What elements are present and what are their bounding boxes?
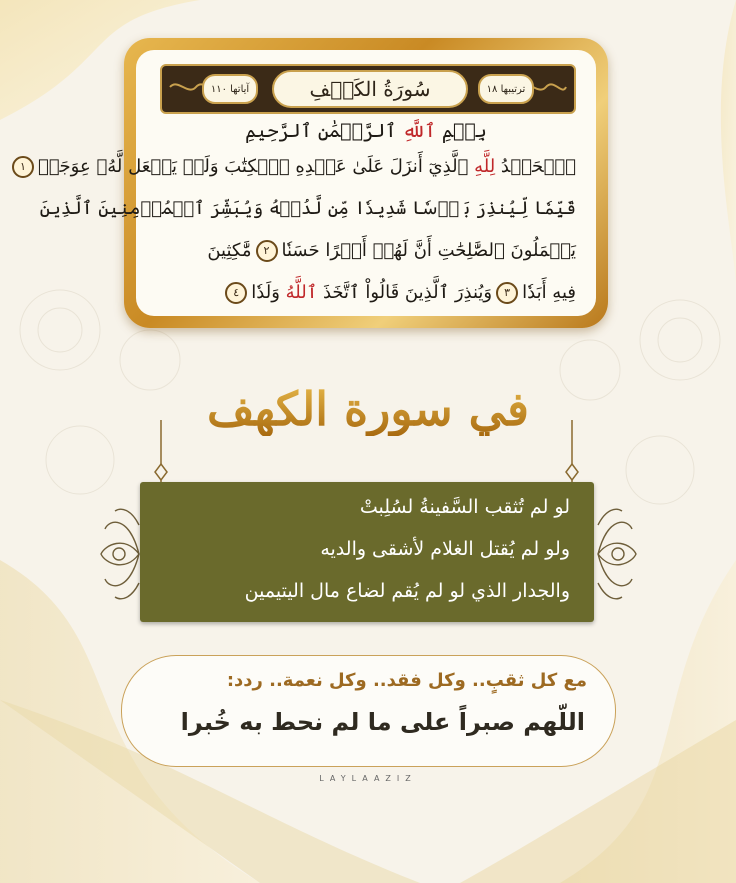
story-line-1: لو لم تُثقب السَّفينةُ لسُلِبتْ [359, 496, 570, 518]
verse-number-marker: ١ [12, 156, 34, 178]
verse-line-3 [156, 240, 576, 262]
side-ornament-right [598, 495, 642, 613]
story-line-3: والجدار الذي لو لم يُقم لضاع مال اليتيمين [244, 580, 570, 602]
basmala-part: ٱلرَّحۡمَٰنِ ٱلرَّحِيمِ [245, 120, 403, 142]
verse-text: وَلَدٗا [251, 282, 286, 303]
dua-prayer: اللّهم صبراً على ما لم نحط به خُبرا [180, 708, 585, 736]
surah-order-badge: ترتيبها ١٨ [478, 74, 534, 104]
verse-text: فِيهِ أَبَدٗا [522, 282, 576, 303]
verse-line-4 [156, 282, 576, 304]
verse-text: ٱلۡحَمۡدُ [495, 156, 576, 177]
dua-intro: مع كل ثقبٍ.. وكل فقد.. وكل نعمة.. ردد: [226, 670, 587, 691]
basmala-allah: ٱللَّهِ [402, 120, 436, 142]
verse-allah: لِلَّهِ [474, 156, 496, 177]
verse-text: مَّٰكِثِينَ [207, 240, 252, 261]
verse-line-1 [19, 156, 576, 178]
quran-page [19, 50, 596, 316]
verse-number-marker: ٣ [496, 282, 518, 304]
hanging-ornament-right [560, 420, 584, 490]
story-line-2: ولو لم يُقتل الغلام لأشقى والديه [320, 538, 570, 560]
dua-box [121, 655, 616, 767]
verse-text: يَعۡمَلُونَ ٱلصَّٰلِحَٰتِ أَنَّ لَهُمۡ أَجۡرًا حَسَنٗا [281, 240, 576, 261]
verse-text: وَيُنذِرَ ٱلَّذِينَ قَالُواْ ٱتَّخَذَ [317, 282, 493, 303]
surah-banner [160, 64, 576, 114]
ayah-count-badge: آياتها ١١٠ [202, 74, 258, 104]
hanging-ornament-left [149, 420, 173, 490]
verse-text: ٱلَّذِيٓ أَنزَلَ عَلَىٰ عَبۡدِهِ ٱلۡكِتَٰبَ وَلَمۡ يَجۡعَل لَّهُۥ عِوَجَاۜ [37, 156, 475, 177]
basmala [136, 120, 596, 142]
verse-allah: ٱللَّهُ [285, 282, 318, 303]
author-signature: LAYLAAZIZ [319, 774, 417, 783]
verse-text: قَيِّمٗا لِّيُنذِرَ بَأۡسٗا شَدِيدٗا مِّن لَّدُنۡهُ وَيُبَشِّرَ ٱلۡمُؤۡمِنِينَ ٱلَّذِينَ [39, 198, 576, 219]
headline-title: في سورة الكهف [0, 382, 736, 436]
verse-number-marker: ٤ [225, 282, 247, 304]
verse-number-marker: ٢ [256, 240, 278, 262]
verse-line-2 [39, 198, 576, 219]
side-ornament-left [95, 495, 139, 613]
story-lines-box [140, 482, 594, 622]
surah-title: سُورَةُ الكَهۡفِ [272, 70, 468, 108]
basmala-part: بِسۡمِ [435, 120, 487, 142]
quran-page-frame [19, 38, 608, 328]
